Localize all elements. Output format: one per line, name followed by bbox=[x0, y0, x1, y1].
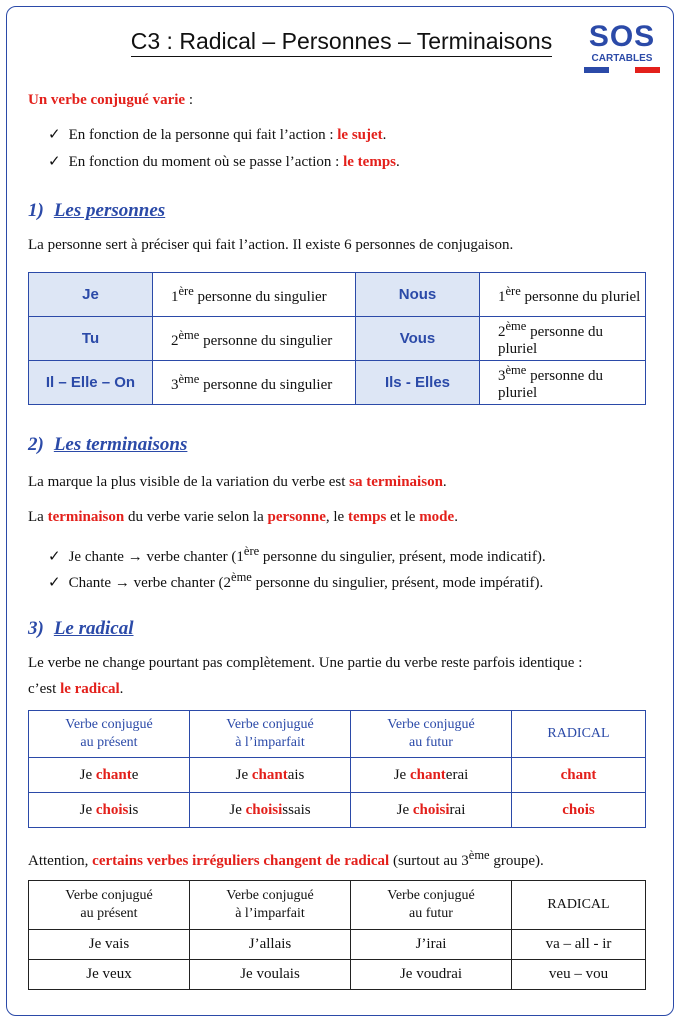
table-header-row: Verbe conjugué au présent Verbe conjugué à l’imparfait Verbe conjugué au futur RADICAL bbox=[29, 711, 646, 758]
personnes-table bbox=[28, 272, 646, 405]
section-2-heading: 2) Les terminaisons bbox=[28, 434, 188, 455]
section-2-line-2: La terminaison du verbe varie selon la personne, le temps et le mode. bbox=[28, 509, 458, 525]
table-row: Je 1ère personne du singulier Nous 1ère personne du pluriel bbox=[29, 273, 646, 317]
warning-text: Attention, certains verbes irréguliers changent de radical (surtout au 3ème groupe). bbox=[28, 848, 544, 869]
table-row: Je vais J’allais J’irai va – all - ir bbox=[29, 930, 646, 960]
table-row: Tu 2ème personne du singulier Vous 2ème personne du pluriel bbox=[29, 317, 646, 361]
table-row: Il – Elle – On 3ème personne du singulier Ils - Elles 3ème personne du pluriel bbox=[29, 361, 646, 405]
check-icon: ✓ bbox=[48, 575, 61, 591]
check-icon: ✓ bbox=[48, 154, 61, 170]
sos-cartables-logo: SOS CARTABLES bbox=[584, 22, 660, 73]
section-2-line-1: La marque la plus visible de la variation du verbe est sa terminaison. bbox=[28, 474, 447, 490]
intro-item-2: ✓ En fonction du moment où se passe l’action : le temps. bbox=[48, 154, 400, 170]
section-3-text-2: c’est le radical. bbox=[28, 681, 124, 697]
section-1-text: La personne sert à préciser qui fait l’action. Il existe 6 personnes de conjugaison. bbox=[28, 237, 514, 253]
section-3-text-1: Le verbe ne change pourtant pas complètement. Une partie du verbe reste parfois identique : bbox=[28, 655, 583, 671]
irregular-table bbox=[28, 880, 646, 990]
page-title: C3 : Radical – Personnes – Terminaisons bbox=[0, 28, 683, 55]
table-row: Je chante Je chantais Je chanterai chant bbox=[29, 758, 646, 793]
check-icon: ✓ bbox=[48, 549, 61, 565]
example-item-2: ✓ Chante → verbe chanter (2ème personne du singulier, présent, mode impératif). bbox=[48, 570, 544, 591]
table-header-row: Verbe conjugué au présent Verbe conjugué à l’imparfait Verbe conjugué au futur RADICAL bbox=[29, 881, 646, 930]
radical-table bbox=[28, 710, 646, 828]
table-row: Je choisis Je choisissais Je choisirai chois bbox=[29, 793, 646, 828]
example-item-1: ✓ Je chante → verbe chanter (1ère personne du singulier, présent, mode indicatif). bbox=[48, 544, 546, 565]
check-icon: ✓ bbox=[48, 127, 61, 143]
table-row: Je veux Je voulais Je voudrai veu – vou bbox=[29, 960, 646, 990]
flag-stripes bbox=[584, 67, 660, 73]
intro-item-1: ✓ En fonction de la personne qui fait l’action : le sujet. bbox=[48, 127, 387, 143]
intro-heading: Un verbe conjugué varie : bbox=[28, 92, 193, 108]
section-1-heading: 1) Les personnes bbox=[28, 200, 166, 221]
section-3-heading: 3) Le radical bbox=[28, 618, 134, 639]
